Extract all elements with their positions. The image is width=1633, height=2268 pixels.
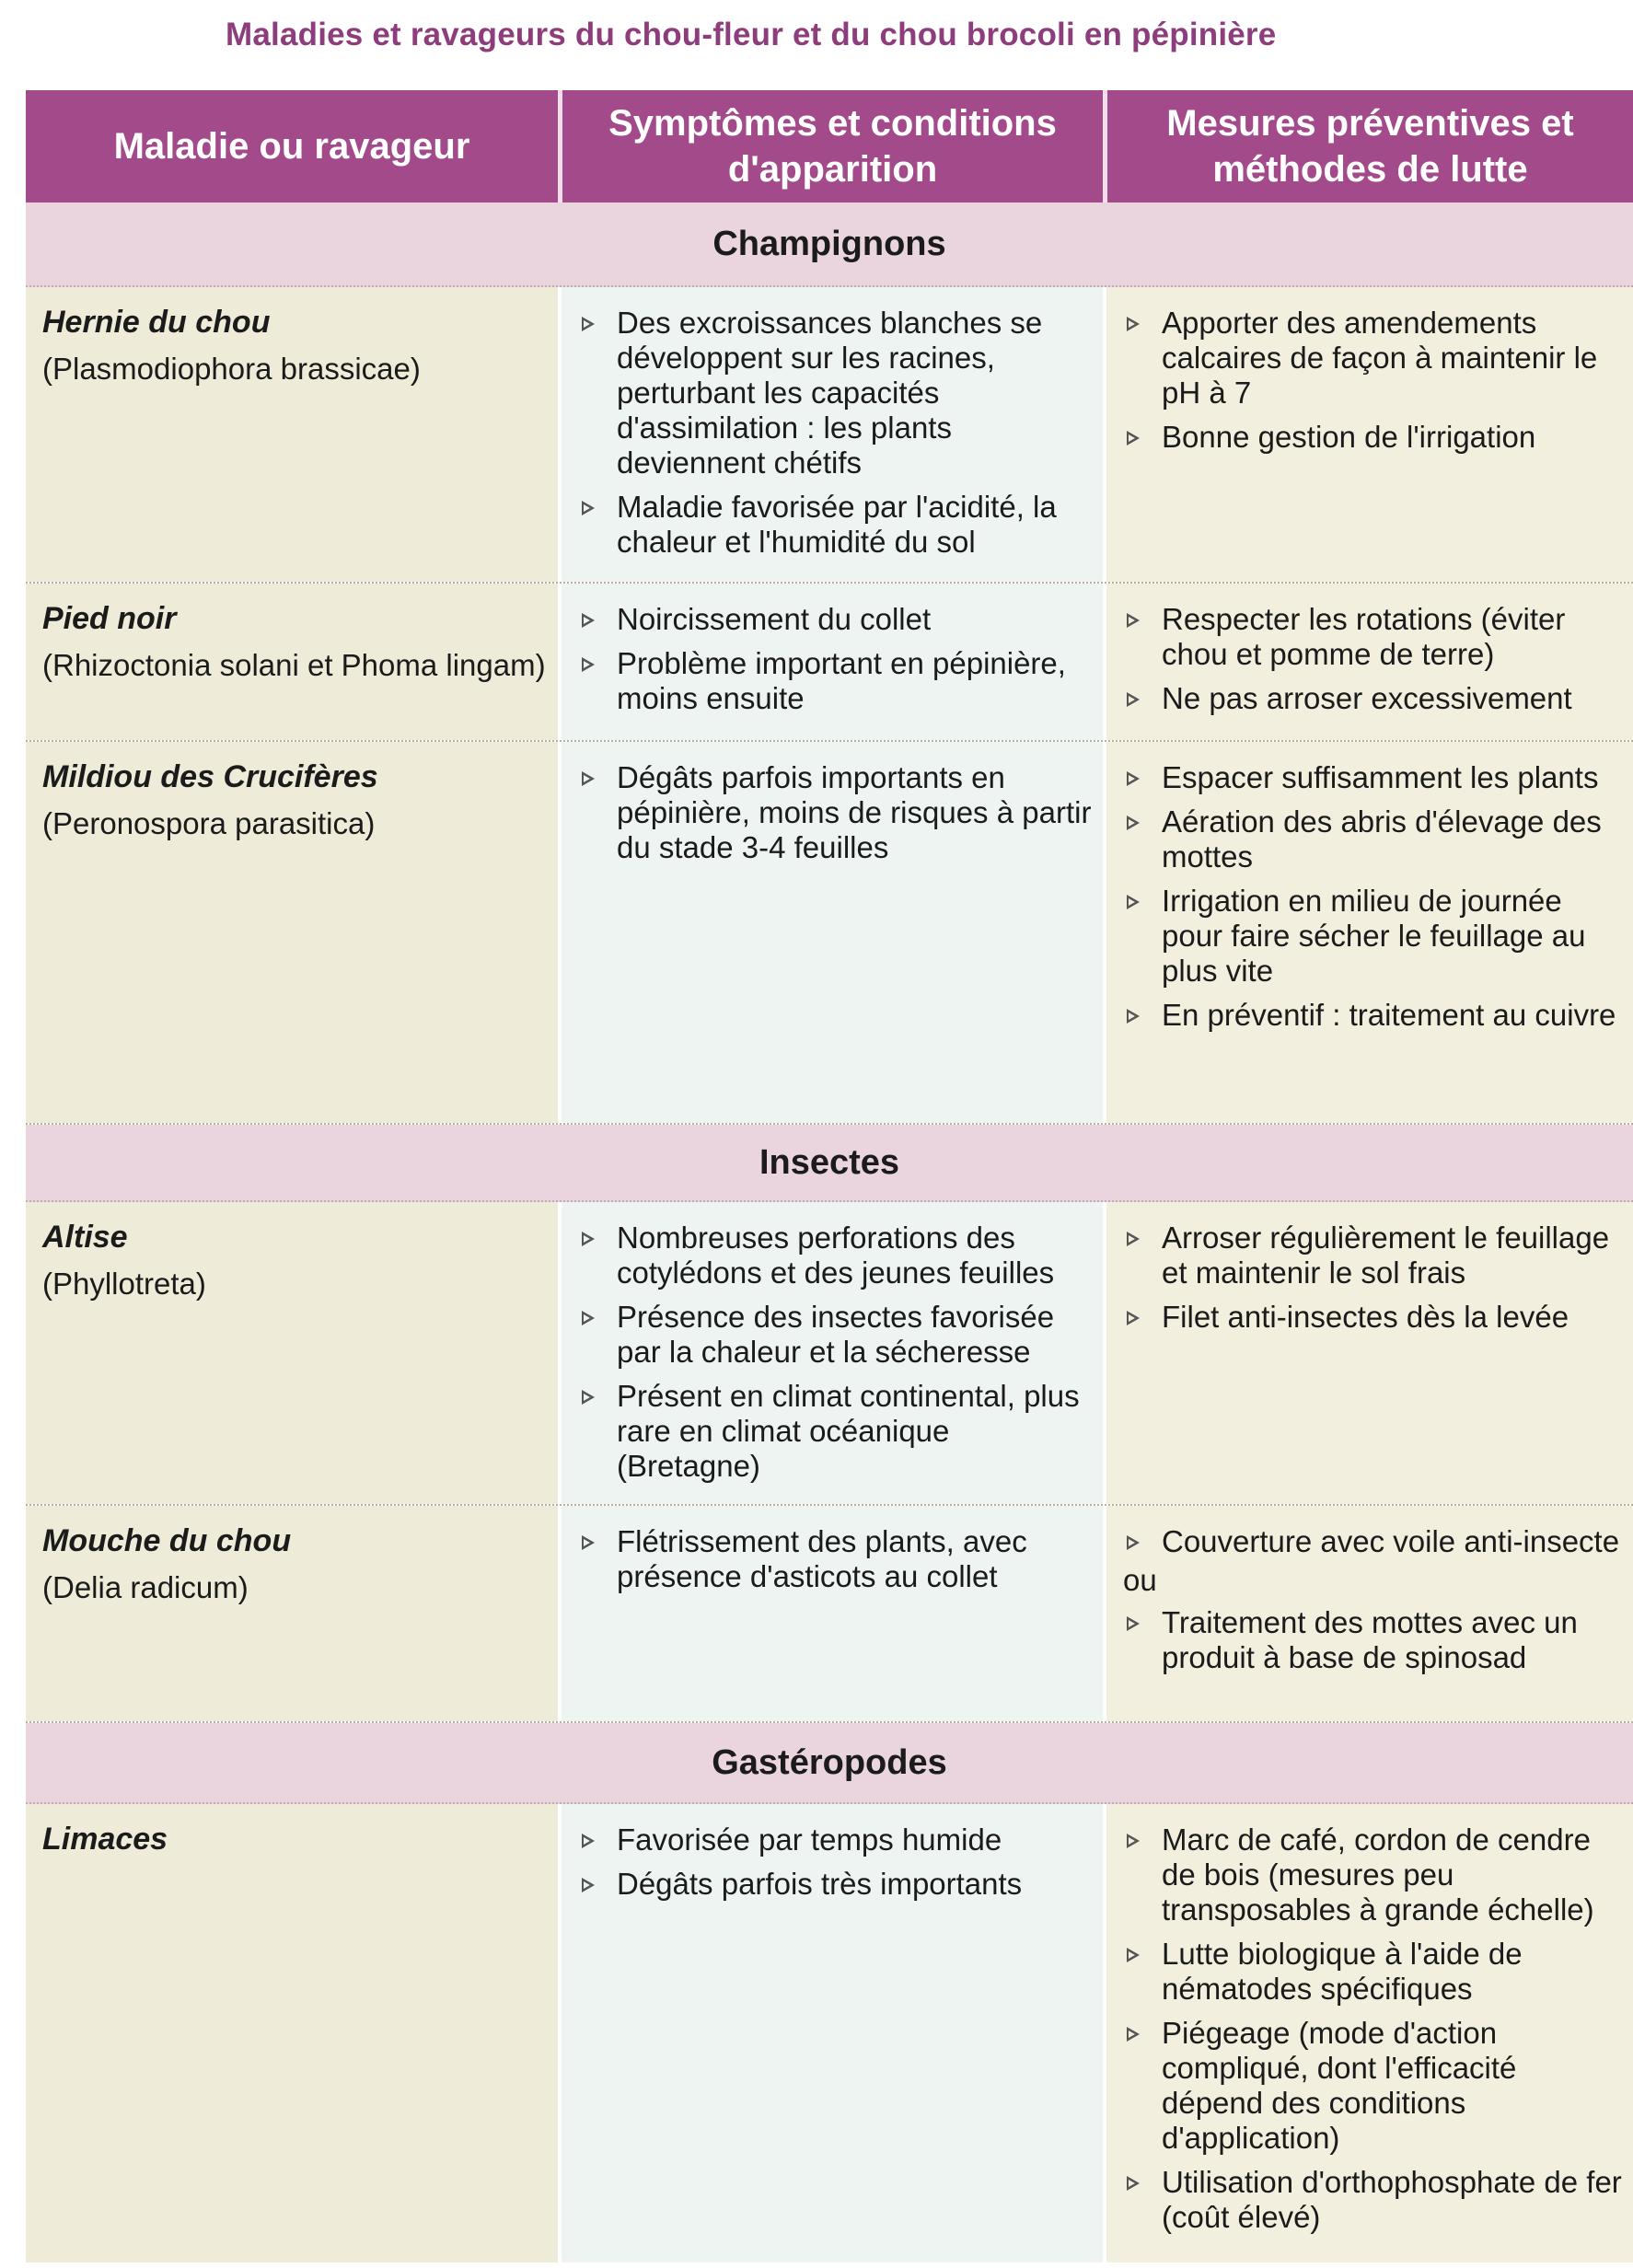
symptom-item: Dégâts parfois importants en pépinière, moins de risques à partir du stade 3-4 feuilles <box>578 760 1094 865</box>
measures-cell <box>1103 1202 1633 1504</box>
measures-cell <box>1103 1506 1633 1721</box>
symptoms-cell <box>558 584 1103 740</box>
symptoms-cell <box>558 1506 1103 1721</box>
disease-name: Pied noir <box>42 601 177 636</box>
symptoms-cell <box>558 287 1103 582</box>
measure-item: Utilisation d'orthophosphate de fer (coût élevé) <box>1123 2165 1626 2235</box>
symptoms-cell <box>558 742 1103 1123</box>
disease-name: Altise <box>42 1220 128 1255</box>
table-row <box>26 584 1633 742</box>
measure-item: Apporter des amendements calcaires de façon à maintenir le pH à 7 <box>1123 306 1626 411</box>
disease-latin-name: (Delia radicum) <box>42 1570 249 1604</box>
disease-cell <box>26 1202 558 1504</box>
table-row <box>26 1202 1633 1506</box>
measure-item: Filet anti-insectes dès la levée <box>1123 1300 1626 1335</box>
measure-item: Marc de café, cordon de cendre de bois (mesures peu transposables à grande échelle) <box>1123 1822 1626 1927</box>
disease-latin-name: (Phyllotreta) <box>42 1267 206 1301</box>
measure-item: Ne pas arroser excessivement <box>1123 681 1626 716</box>
measure-item: Piégeage (mode d'action compliqué, dont l'efficacité dépend des conditions d'application) <box>1123 2016 1626 2156</box>
symptom-item: Maladie favorisée par l'acidité, la chaleur et l'humidité du sol <box>578 490 1094 560</box>
symptoms-cell <box>558 1202 1103 1504</box>
measures-cell <box>1103 287 1633 582</box>
disease-latin-name: (Rhizoctonia solani et Phoma lingam) <box>42 648 546 682</box>
measure-item: Irrigation en milieu de journée pour faire sécher le feuillage au plus vite <box>1123 884 1626 989</box>
measures-cell <box>1103 584 1633 740</box>
measure-item: Lutte biologique à l'aide de nématodes spécifiques <box>1123 1937 1626 2007</box>
section-title: Champignons <box>26 202 1633 287</box>
disease-cell <box>26 1506 558 1721</box>
symptom-item: Favorisée par temps humide <box>578 1822 1094 1857</box>
table-row <box>26 1804 1633 2262</box>
measure-item: Arroser régulièrement le feuillage et maintenir le sol frais <box>1123 1221 1626 1290</box>
alternative-separator: ou <box>1123 1563 1157 1597</box>
section-title: Insectes <box>26 1125 1633 1202</box>
symptom-item: Présence des insectes favorisée par la chaleur et la sécheresse <box>578 1300 1094 1370</box>
disease-cell <box>26 287 558 582</box>
disease-name: Hernie du chou <box>42 305 271 340</box>
symptom-item: Des excroissances blanches se développent sur les racines, perturbant les capacités d'assimilation : les plants deviennent chétifs <box>578 306 1094 480</box>
symptom-item: Flétrissement des plants, avec présence d'asticots au collet <box>578 1524 1094 1594</box>
disease-latin-name: (Peronospora parasitica) <box>42 806 376 840</box>
header-disease: Maladie ou ravageur <box>26 90 558 202</box>
header-measures: Mesures préventives et méthodes de lutte <box>1103 90 1633 202</box>
measure-item: Bonne gestion de l'irrigation <box>1123 420 1626 455</box>
header-symptoms: Symptômes et conditions d'apparition <box>558 90 1103 202</box>
symptom-item: Dégâts parfois très importants <box>578 1867 1094 1902</box>
page-title: Maladies et ravageurs du chou-fleur et du chou brocoli en pépinière <box>226 17 1277 52</box>
disease-cell <box>26 742 558 1123</box>
table-row <box>26 742 1633 1125</box>
symptom-item: Problème important en pépinière, moins ensuite <box>578 646 1094 716</box>
measures-cell <box>1103 1804 1633 2262</box>
disease-cell <box>26 1804 558 2262</box>
table-row <box>26 1506 1633 1723</box>
disease-name: Mouche du chou <box>42 1523 292 1558</box>
measures-cell <box>1103 742 1633 1123</box>
symptom-item: Noircissement du collet <box>578 602 1094 637</box>
symptoms-cell <box>558 1804 1103 2262</box>
disease-latin-name: (Plasmodiophora brassicae) <box>42 352 421 386</box>
disease-name: Limaces <box>42 1822 168 1857</box>
disease-name: Mildiou des Crucifères <box>42 759 378 794</box>
table-header <box>26 90 1633 202</box>
measure-item: Aération des abris d'élevage des mottes <box>1123 804 1626 874</box>
disease-cell <box>26 584 558 740</box>
table-row <box>26 287 1633 584</box>
measure-item: Respecter les rotations (éviter chou et pomme de terre) <box>1123 602 1626 672</box>
measure-item: En préventif : traitement au cuivre <box>1123 998 1626 1033</box>
measure-item: Traitement des mottes avec un produit à base de spinosad <box>1123 1605 1626 1675</box>
measure-item: Espacer suffisamment les plants <box>1123 760 1626 795</box>
section-title: Gastéropodes <box>26 1723 1633 1804</box>
measure-item: Couverture avec voile anti-insecte <box>1123 1524 1626 1559</box>
pests-table <box>26 90 1633 2262</box>
symptom-item: Présent en climat continental, plus rare en climat océanique (Bretagne) <box>578 1379 1094 1484</box>
symptom-item: Nombreuses perforations des cotylédons et des jeunes feuilles <box>578 1221 1094 1290</box>
